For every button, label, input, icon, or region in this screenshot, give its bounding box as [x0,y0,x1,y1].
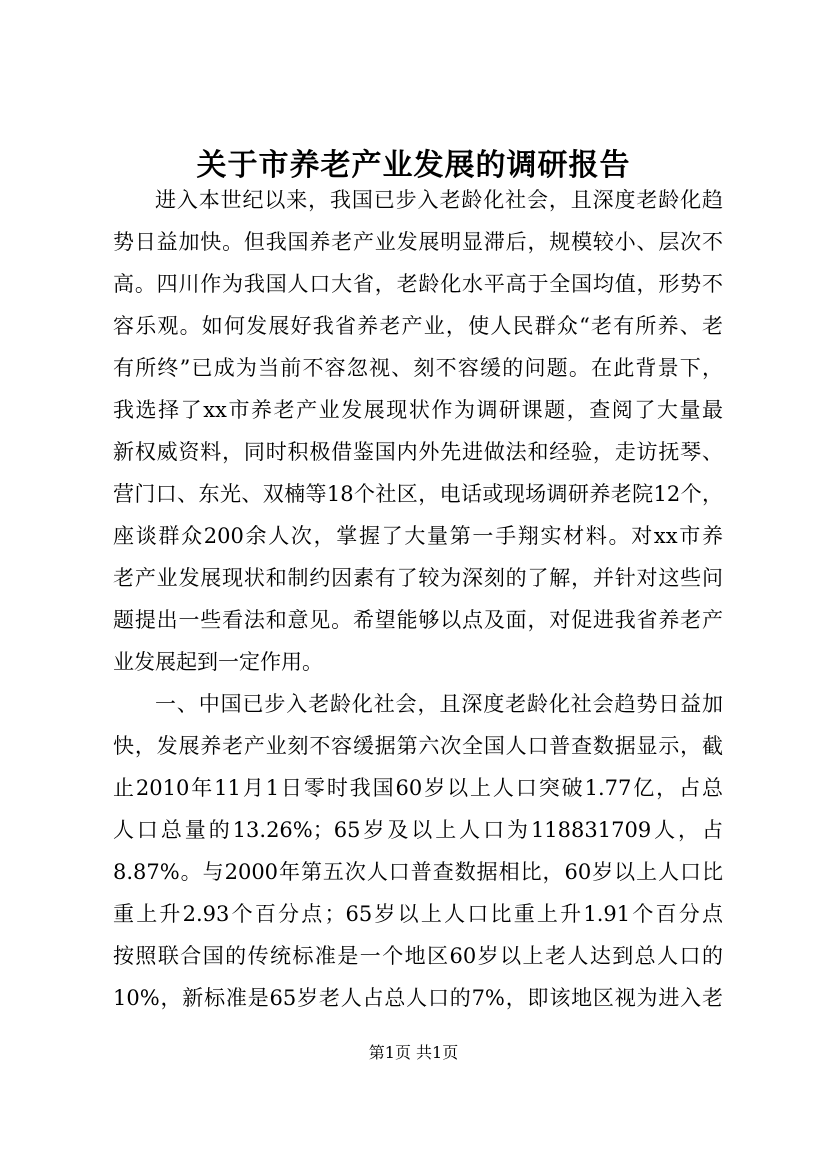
paragraph-line: 业发展起到一定作用。 [113,650,323,674]
paragraph-line: 快，发展养老产业刻不容缓据第六次全国人口普查数据显示，截 [113,734,723,758]
page-footer: 第1页 共1页 [368,1043,459,1062]
paragraph-line: 8.87%。与2000年第五次人口普查数据相比，60岁以上人口比 [113,860,723,884]
paragraph-line: 10%，新标准是65岁老人占总人口的7%，即该地区视为进入老 [113,986,723,1010]
paragraph-line: 有所终”已成为当前不容忽视、刻不容缓的问题。在此背景下， [113,356,723,380]
paragraph-line: 一、中国已步入老龄化社会，且深度老龄化社会趋势日益加 [155,692,723,716]
paragraph-line: 止2010年11月1日零时我国60岁以上人口突破1.77亿，占总 [113,776,723,800]
paragraph-line: 我选择了xx市养老产业发展现状作为调研课题，查阅了大量最 [113,398,723,422]
paragraph-line: 座谈群众200余人次，掌握了大量第一手翔实材料。对xx市养 [113,524,723,548]
page-title: 关于市养老产业发展的调研报告 [196,148,631,183]
paragraph-line: 进入本世纪以来，我国已步入老龄化社会，且深度老龄化趋 [155,188,723,212]
paragraph-line: 势日益加快。但我国养老产业发展明显滞后，规模较小、层次不 [113,230,723,254]
paragraph-line: 容乐观。如何发展好我省养老产业，使人民群众“老有所养、老 [113,314,723,338]
paragraph-line: 新权威资料，同时积极借鉴国内外先进做法和经验，走访抚琴、 [113,440,723,464]
paragraph-line: 营门口、东光、双楠等18个社区，电话或现场调研养老院12个， [113,482,723,506]
paragraph-line: 题提出一些看法和意见。希望能够以点及面，对促进我省养老产 [113,608,723,632]
paragraph-line: 高。四川作为我国人口大省，老龄化水平高于全国均值，形势不 [113,272,723,296]
paragraph-line: 老产业发展现状和制约因素有了较为深刻的了解，并针对这些问 [113,566,723,590]
paragraph-line: 重上升2.93个百分点；65岁以上人口比重上升1.91个百分点 [113,902,723,926]
paragraph-line: 人口总量的13.26%；65岁及以上人口为118831709人，占 [113,818,723,842]
paragraph-line: 按照联合国的传统标准是一个地区60岁以上老人达到总人口的 [113,944,723,968]
